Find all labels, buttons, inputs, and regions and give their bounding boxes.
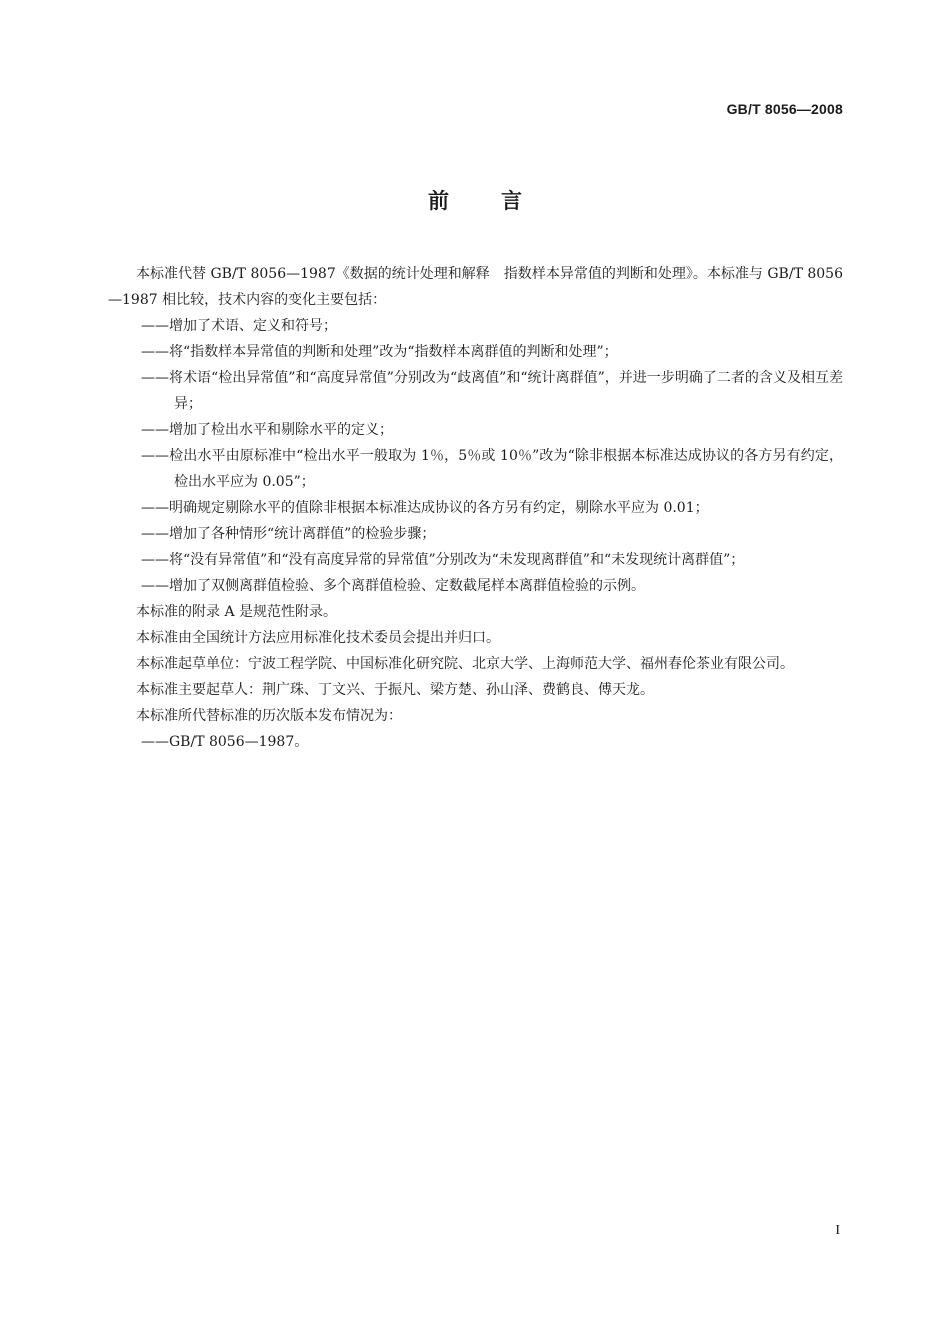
standard-number: GB/T 8056—2008 [726, 101, 843, 117]
drafting-units: 本标准起草单位：宁波工程学院、中国标准化研究院、北京大学、上海师范大学、福州春伦茶业有限公司。 [136, 656, 794, 672]
page-title: 前言 [428, 189, 574, 213]
document-body [108, 261, 843, 755]
change-item: ——增加了检出水平和剔除水平的定义； [141, 422, 393, 438]
annex-statement: 本标准的附录 A 是规范性附录。 [136, 604, 338, 620]
change-item: ——将“没有异常值”和“没有高度异常的异常值”分别改为“未发现离群值”和“未发现统计离群值”； [141, 552, 745, 568]
change-item: ——将“指数样本异常值的判断和处理”改为“指数样本离群值的判断和处理”； [141, 344, 618, 360]
change-item: ——增加了各种情形“统计离群值”的检验步骤； [141, 526, 436, 542]
intro-paragraph: 本标准代替 GB/T 8056—1987《数据的统计处理和解释 指数样本异常值的判断和处理》。本标准与 GB/T 8056—1987 相比较，技术内容的变化主要包括： [108, 266, 843, 308]
change-item: ——将术语“检出异常值”和“高度异常值”分别改为“歧离值”和“统计离群值”，并进一步明确了二者的含义及相互差异； [141, 370, 843, 412]
history-intro: 本标准所代替标准的历次版本发布情况为： [136, 708, 402, 724]
change-item: ——增加了双侧离群值检验、多个离群值检验、定数截尾样本离群值检验的示例。 [141, 578, 645, 594]
page-number: I [835, 1223, 840, 1238]
change-item: ——检出水平由原标准中“检出水平一般取为 1％，5％或 10％”改为“除非根据本标准达成协议的各方另有约定，检出水平应为 0.05”； [141, 448, 843, 490]
change-item: ——明确规定剔除水平的值除非根据本标准达成协议的各方另有约定，剔除水平应为 0.01； [141, 500, 709, 516]
proposer-statement: 本标准由全国统计方法应用标准化技术委员会提出并归口。 [136, 630, 500, 646]
main-drafters: 本标准主要起草人：荆广珠、丁文兴、于振凡、梁方楚、孙山泽、费鹤良、傅天龙。 [136, 682, 654, 698]
change-item: ——增加了术语、定义和符号； [141, 318, 337, 334]
history-item: ——GB/T 8056—1987。 [141, 734, 309, 750]
